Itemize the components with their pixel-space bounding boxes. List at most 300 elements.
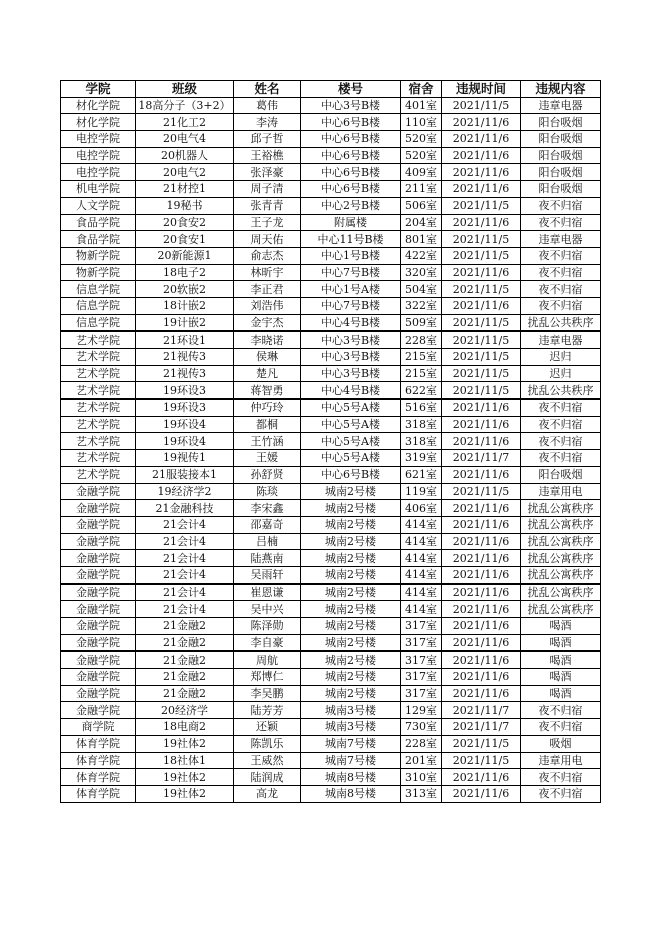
cell-date: 2021/11/6 [442, 181, 521, 198]
cell-building: 中心6号B楼 [301, 466, 401, 483]
cell-class: 21金融2 [136, 634, 234, 651]
cell-violation: 违章用电 [521, 752, 601, 769]
table-row [61, 735, 601, 752]
cell-college: 金融学院 [61, 533, 136, 550]
cell-date: 2021/11/6 [442, 297, 521, 314]
cell-date: 2021/11/6 [442, 516, 521, 533]
column-header-class: 班级 [136, 81, 234, 98]
column-header-room: 宿舍 [401, 81, 442, 98]
header-row [61, 81, 601, 98]
cell-violation: 夜不归宿 [521, 702, 601, 719]
cell-date: 2021/11/6 [442, 164, 521, 181]
cell-date: 2021/11/7 [442, 702, 521, 719]
cell-name: 孙舒贤 [234, 466, 301, 483]
cell-name: 侯琳 [234, 349, 301, 366]
table-row [61, 214, 601, 231]
cell-violation: 扰乱公寓秩序 [521, 550, 601, 567]
cell-violation: 阳台吸烟 [521, 147, 601, 164]
cell-room: 422室 [401, 247, 442, 264]
cell-date: 2021/11/5 [442, 735, 521, 752]
cell-building: 城南2号楼 [301, 500, 401, 517]
table-row [61, 634, 601, 651]
cell-violation: 吸烟 [521, 735, 601, 752]
cell-building: 城南8号楼 [301, 785, 401, 802]
cell-college: 金融学院 [61, 651, 136, 668]
cell-date: 2021/11/6 [442, 131, 521, 148]
table-row [61, 685, 601, 702]
cell-violation: 喝酒 [521, 685, 601, 702]
column-header-violation: 违规内容 [521, 81, 601, 98]
cell-violation: 夜不归宿 [521, 197, 601, 214]
cell-room: 520室 [401, 147, 442, 164]
cell-college: 艺术学院 [61, 466, 136, 483]
table-row [61, 550, 601, 567]
cell-name: 王子龙 [234, 214, 301, 231]
cell-class: 21会计4 [136, 550, 234, 567]
cell-room: 520室 [401, 131, 442, 148]
cell-college: 艺术学院 [61, 433, 136, 450]
cell-violation: 夜不归宿 [521, 769, 601, 786]
cell-class: 18电商2 [136, 719, 234, 736]
table-row [61, 533, 601, 550]
cell-room: 317室 [401, 685, 442, 702]
table-row [61, 231, 601, 248]
cell-name: 王裕樵 [234, 147, 301, 164]
cell-class: 18高分子（3+2） [136, 97, 234, 114]
cell-building: 城南2号楼 [301, 533, 401, 550]
cell-class: 20电气2 [136, 164, 234, 181]
cell-name: 李宋鑫 [234, 500, 301, 517]
cell-class: 19社体2 [136, 735, 234, 752]
cell-room: 211室 [401, 181, 442, 198]
cell-violation: 夜不归宿 [521, 214, 601, 231]
cell-building: 城南3号楼 [301, 702, 401, 719]
cell-class: 20食安2 [136, 214, 234, 231]
cell-violation: 夜不归宿 [521, 297, 601, 314]
cell-class: 20软嵌2 [136, 281, 234, 298]
cell-class: 18电子2 [136, 264, 234, 281]
table-row [61, 147, 601, 164]
cell-building: 附属楼 [301, 214, 401, 231]
cell-violation: 扰乱公共秩序 [521, 314, 601, 331]
cell-building: 城南2号楼 [301, 550, 401, 567]
cell-building: 城南2号楼 [301, 566, 401, 583]
cell-name: 高龙 [234, 785, 301, 802]
table-row [61, 500, 601, 517]
cell-room: 228室 [401, 331, 442, 348]
cell-class: 19视传1 [136, 450, 234, 467]
cell-name: 还颖 [234, 719, 301, 736]
cell-room: 401室 [401, 97, 442, 114]
cell-college: 材化学院 [61, 97, 136, 114]
cell-college: 金融学院 [61, 669, 136, 686]
cell-violation: 夜不归宿 [521, 433, 601, 450]
table-row [61, 433, 601, 450]
cell-name: 邱子哲 [234, 131, 301, 148]
cell-building: 城南2号楼 [301, 634, 401, 651]
cell-violation: 夜不归宿 [521, 399, 601, 416]
cell-room: 414室 [401, 533, 442, 550]
cell-name: 都桐 [234, 416, 301, 433]
cell-name: 李自豪 [234, 634, 301, 651]
cell-class: 19环设4 [136, 433, 234, 450]
cell-room: 313室 [401, 785, 442, 802]
cell-room: 622室 [401, 382, 442, 399]
cell-name: 张泽豪 [234, 164, 301, 181]
cell-room: 414室 [401, 584, 442, 601]
cell-college: 信息学院 [61, 297, 136, 314]
table-row [61, 349, 601, 366]
cell-college: 电控学院 [61, 131, 136, 148]
cell-name: 陆芳芳 [234, 702, 301, 719]
cell-class: 21金融2 [136, 618, 234, 635]
cell-violation: 夜不归宿 [521, 416, 601, 433]
cell-violation: 违章电器 [521, 231, 601, 248]
cell-date: 2021/11/5 [442, 365, 521, 382]
cell-name: 李吴鹏 [234, 685, 301, 702]
cell-building: 中心3号B楼 [301, 331, 401, 348]
cell-date: 2021/11/6 [442, 785, 521, 802]
cell-college: 艺术学院 [61, 450, 136, 467]
cell-building: 中心1号B楼 [301, 247, 401, 264]
cell-violation: 喝酒 [521, 618, 601, 635]
cell-building: 中心6号B楼 [301, 147, 401, 164]
cell-room: 317室 [401, 634, 442, 651]
cell-college: 金融学院 [61, 483, 136, 500]
cell-class: 18计嵌2 [136, 297, 234, 314]
cell-room: 228室 [401, 735, 442, 752]
cell-name: 吴雨轩 [234, 566, 301, 583]
table-row [61, 264, 601, 281]
table-row [61, 769, 601, 786]
table-row [61, 114, 601, 131]
cell-room: 409室 [401, 164, 442, 181]
cell-date: 2021/11/6 [442, 500, 521, 517]
table-row [61, 197, 601, 214]
cell-class: 19经济学2 [136, 483, 234, 500]
cell-date: 2021/11/7 [442, 450, 521, 467]
cell-violation: 阳台吸烟 [521, 131, 601, 148]
cell-room: 621室 [401, 466, 442, 483]
table-row [61, 651, 601, 668]
cell-class: 19计嵌2 [136, 314, 234, 331]
cell-violation: 迟归 [521, 349, 601, 366]
cell-date: 2021/11/5 [442, 349, 521, 366]
cell-date: 2021/11/6 [442, 669, 521, 686]
cell-room: 320室 [401, 264, 442, 281]
cell-class: 18社体1 [136, 752, 234, 769]
cell-date: 2021/11/6 [442, 651, 521, 668]
cell-building: 中心2号B楼 [301, 197, 401, 214]
cell-class: 21会计4 [136, 584, 234, 601]
cell-class: 21会计4 [136, 533, 234, 550]
cell-violation: 扰乱公寓秩序 [521, 516, 601, 533]
cell-room: 516室 [401, 399, 442, 416]
cell-violation: 喝酒 [521, 669, 601, 686]
cell-class: 21视传3 [136, 365, 234, 382]
table-row [61, 516, 601, 533]
cell-date: 2021/11/6 [442, 114, 521, 131]
cell-violation: 阳台吸烟 [521, 181, 601, 198]
table-row [61, 399, 601, 416]
cell-class: 21化工2 [136, 114, 234, 131]
cell-building: 城南2号楼 [301, 685, 401, 702]
cell-room: 110室 [401, 114, 442, 131]
table-row [61, 618, 601, 635]
cell-room: 317室 [401, 651, 442, 668]
cell-building: 中心4号B楼 [301, 382, 401, 399]
cell-violation: 夜不归宿 [521, 450, 601, 467]
cell-class: 19秘书 [136, 197, 234, 214]
cell-class: 19环设3 [136, 399, 234, 416]
cell-building: 中心7号B楼 [301, 264, 401, 281]
table-row [61, 382, 601, 399]
table-row [61, 97, 601, 114]
cell-class: 21金融2 [136, 669, 234, 686]
column-header-name: 姓名 [234, 81, 301, 98]
cell-name: 林昕宇 [234, 264, 301, 281]
cell-date: 2021/11/6 [442, 147, 521, 164]
cell-name: 陆润成 [234, 769, 301, 786]
cell-building: 中心3号B楼 [301, 365, 401, 382]
cell-class: 20机器人 [136, 147, 234, 164]
cell-violation: 阳台吸烟 [521, 164, 601, 181]
table-body [61, 97, 601, 802]
cell-college: 艺术学院 [61, 399, 136, 416]
cell-name: 周航 [234, 651, 301, 668]
cell-room: 801室 [401, 231, 442, 248]
cell-room: 201室 [401, 752, 442, 769]
cell-violation: 扰乱公寓秩序 [521, 584, 601, 601]
cell-room: 414室 [401, 550, 442, 567]
cell-college: 金融学院 [61, 601, 136, 618]
cell-violation: 夜不归宿 [521, 719, 601, 736]
cell-class: 19社体2 [136, 785, 234, 802]
table-row [61, 247, 601, 264]
table-row [61, 297, 601, 314]
cell-college: 体育学院 [61, 752, 136, 769]
cell-name: 崔恩谦 [234, 584, 301, 601]
cell-class: 21环设1 [136, 331, 234, 348]
cell-college: 机电学院 [61, 181, 136, 198]
cell-room: 730室 [401, 719, 442, 736]
cell-violation: 扰乱公寓秩序 [521, 500, 601, 517]
cell-room: 414室 [401, 516, 442, 533]
table-row [61, 584, 601, 601]
cell-building: 城南7号楼 [301, 735, 401, 752]
cell-date: 2021/11/6 [442, 634, 521, 651]
cell-violation: 违章用电 [521, 483, 601, 500]
cell-name: 金宇杰 [234, 314, 301, 331]
cell-building: 城南2号楼 [301, 516, 401, 533]
cell-violation: 违章电器 [521, 97, 601, 114]
cell-room: 318室 [401, 416, 442, 433]
cell-college: 金融学院 [61, 634, 136, 651]
cell-room: 319室 [401, 450, 442, 467]
cell-name: 仲巧玲 [234, 399, 301, 416]
cell-name: 刘浩伟 [234, 297, 301, 314]
cell-date: 2021/11/5 [442, 314, 521, 331]
cell-date: 2021/11/6 [442, 416, 521, 433]
cell-class: 21金融2 [136, 651, 234, 668]
cell-violation: 喝酒 [521, 651, 601, 668]
cell-college: 金融学院 [61, 685, 136, 702]
table-row [61, 365, 601, 382]
cell-date: 2021/11/6 [442, 584, 521, 601]
cell-name: 陈凯乐 [234, 735, 301, 752]
cell-room: 215室 [401, 365, 442, 382]
cell-college: 艺术学院 [61, 416, 136, 433]
cell-name: 吕楠 [234, 533, 301, 550]
cell-class: 19环设3 [136, 382, 234, 399]
cell-class: 19社体2 [136, 769, 234, 786]
cell-date: 2021/11/6 [442, 433, 521, 450]
cell-college: 金融学院 [61, 516, 136, 533]
cell-building: 中心7号B楼 [301, 297, 401, 314]
cell-building: 中心6号B楼 [301, 181, 401, 198]
cell-name: 李晓诺 [234, 331, 301, 348]
cell-room: 504室 [401, 281, 442, 298]
cell-name: 王竹涵 [234, 433, 301, 450]
cell-name: 王媛 [234, 450, 301, 467]
column-header-date: 违规时间 [442, 81, 521, 98]
cell-class: 21会计4 [136, 566, 234, 583]
table-row [61, 566, 601, 583]
cell-college: 艺术学院 [61, 349, 136, 366]
cell-date: 2021/11/7 [442, 719, 521, 736]
cell-class: 21服装接本1 [136, 466, 234, 483]
cell-college: 体育学院 [61, 769, 136, 786]
cell-college: 金融学院 [61, 618, 136, 635]
cell-room: 506室 [401, 197, 442, 214]
cell-college: 艺术学院 [61, 382, 136, 399]
cell-name: 陆燕南 [234, 550, 301, 567]
cell-college: 艺术学院 [61, 331, 136, 348]
cell-violation: 扰乱公寓秩序 [521, 601, 601, 618]
cell-date: 2021/11/5 [442, 382, 521, 399]
cell-name: 李涛 [234, 114, 301, 131]
column-header-college: 学院 [61, 81, 136, 98]
cell-class: 21材控1 [136, 181, 234, 198]
cell-building: 中心5号A楼 [301, 433, 401, 450]
cell-college: 食品学院 [61, 214, 136, 231]
cell-college: 电控学院 [61, 147, 136, 164]
cell-college: 人文学院 [61, 197, 136, 214]
cell-building: 城南2号楼 [301, 618, 401, 635]
table-row [61, 719, 601, 736]
cell-name: 俞志杰 [234, 247, 301, 264]
cell-building: 中心3号B楼 [301, 97, 401, 114]
cell-college: 艺术学院 [61, 365, 136, 382]
cell-class: 20新能源1 [136, 247, 234, 264]
column-header-building: 楼号 [301, 81, 401, 98]
cell-date: 2021/11/6 [442, 566, 521, 583]
cell-date: 2021/11/5 [442, 197, 521, 214]
cell-college: 物新学院 [61, 247, 136, 264]
cell-name: 张青青 [234, 197, 301, 214]
cell-violation: 阳台吸烟 [521, 114, 601, 131]
cell-college: 食品学院 [61, 231, 136, 248]
cell-room: 119室 [401, 483, 442, 500]
cell-room: 414室 [401, 601, 442, 618]
table-row [61, 601, 601, 618]
cell-date: 2021/11/6 [442, 618, 521, 635]
cell-room: 406室 [401, 500, 442, 517]
cell-date: 2021/11/5 [442, 483, 521, 500]
cell-name: 楚凡 [234, 365, 301, 382]
cell-name: 郑博仁 [234, 669, 301, 686]
cell-college: 信息学院 [61, 281, 136, 298]
cell-building: 中心5号A楼 [301, 399, 401, 416]
cell-building: 中心11号B楼 [301, 231, 401, 248]
cell-room: 509室 [401, 314, 442, 331]
cell-building: 中心6号B楼 [301, 114, 401, 131]
cell-college: 电控学院 [61, 164, 136, 181]
cell-college: 金融学院 [61, 566, 136, 583]
cell-building: 城南2号楼 [301, 669, 401, 686]
cell-date: 2021/11/6 [442, 533, 521, 550]
cell-class: 21会计4 [136, 601, 234, 618]
table-row [61, 466, 601, 483]
cell-building: 城南7号楼 [301, 752, 401, 769]
cell-date: 2021/11/6 [442, 685, 521, 702]
cell-college: 金融学院 [61, 550, 136, 567]
cell-building: 城南2号楼 [301, 651, 401, 668]
cell-class: 20经济学 [136, 702, 234, 719]
cell-college: 金融学院 [61, 500, 136, 517]
cell-violation: 扰乱公寓秩序 [521, 566, 601, 583]
cell-building: 中心6号B楼 [301, 164, 401, 181]
cell-room: 317室 [401, 669, 442, 686]
cell-room: 318室 [401, 433, 442, 450]
cell-college: 金融学院 [61, 584, 136, 601]
cell-date: 2021/11/6 [442, 399, 521, 416]
cell-date: 2021/11/6 [442, 264, 521, 281]
cell-name: 陈泽勋 [234, 618, 301, 635]
cell-date: 2021/11/6 [442, 769, 521, 786]
cell-room: 310室 [401, 769, 442, 786]
cell-violation: 阳台吸烟 [521, 466, 601, 483]
table-row [61, 450, 601, 467]
cell-room: 215室 [401, 349, 442, 366]
cell-name: 王威然 [234, 752, 301, 769]
cell-violation: 夜不归宿 [521, 785, 601, 802]
cell-name: 蒋智勇 [234, 382, 301, 399]
cell-room: 414室 [401, 566, 442, 583]
cell-college: 信息学院 [61, 314, 136, 331]
table-row [61, 752, 601, 769]
violation-table [60, 80, 601, 803]
cell-college: 物新学院 [61, 264, 136, 281]
cell-college: 材化学院 [61, 114, 136, 131]
cell-date: 2021/11/5 [442, 331, 521, 348]
cell-college: 金融学院 [61, 702, 136, 719]
cell-building: 城南3号楼 [301, 719, 401, 736]
cell-name: 陈琰 [234, 483, 301, 500]
cell-class: 20食安1 [136, 231, 234, 248]
cell-date: 2021/11/6 [442, 550, 521, 567]
cell-date: 2021/11/6 [442, 466, 521, 483]
cell-violation: 喝酒 [521, 634, 601, 651]
cell-college: 体育学院 [61, 785, 136, 802]
cell-date: 2021/11/5 [442, 97, 521, 114]
table-row [61, 669, 601, 686]
table-row [61, 483, 601, 500]
cell-name: 吴中兴 [234, 601, 301, 618]
cell-room: 322室 [401, 297, 442, 314]
table-row [61, 131, 601, 148]
cell-name: 李正君 [234, 281, 301, 298]
